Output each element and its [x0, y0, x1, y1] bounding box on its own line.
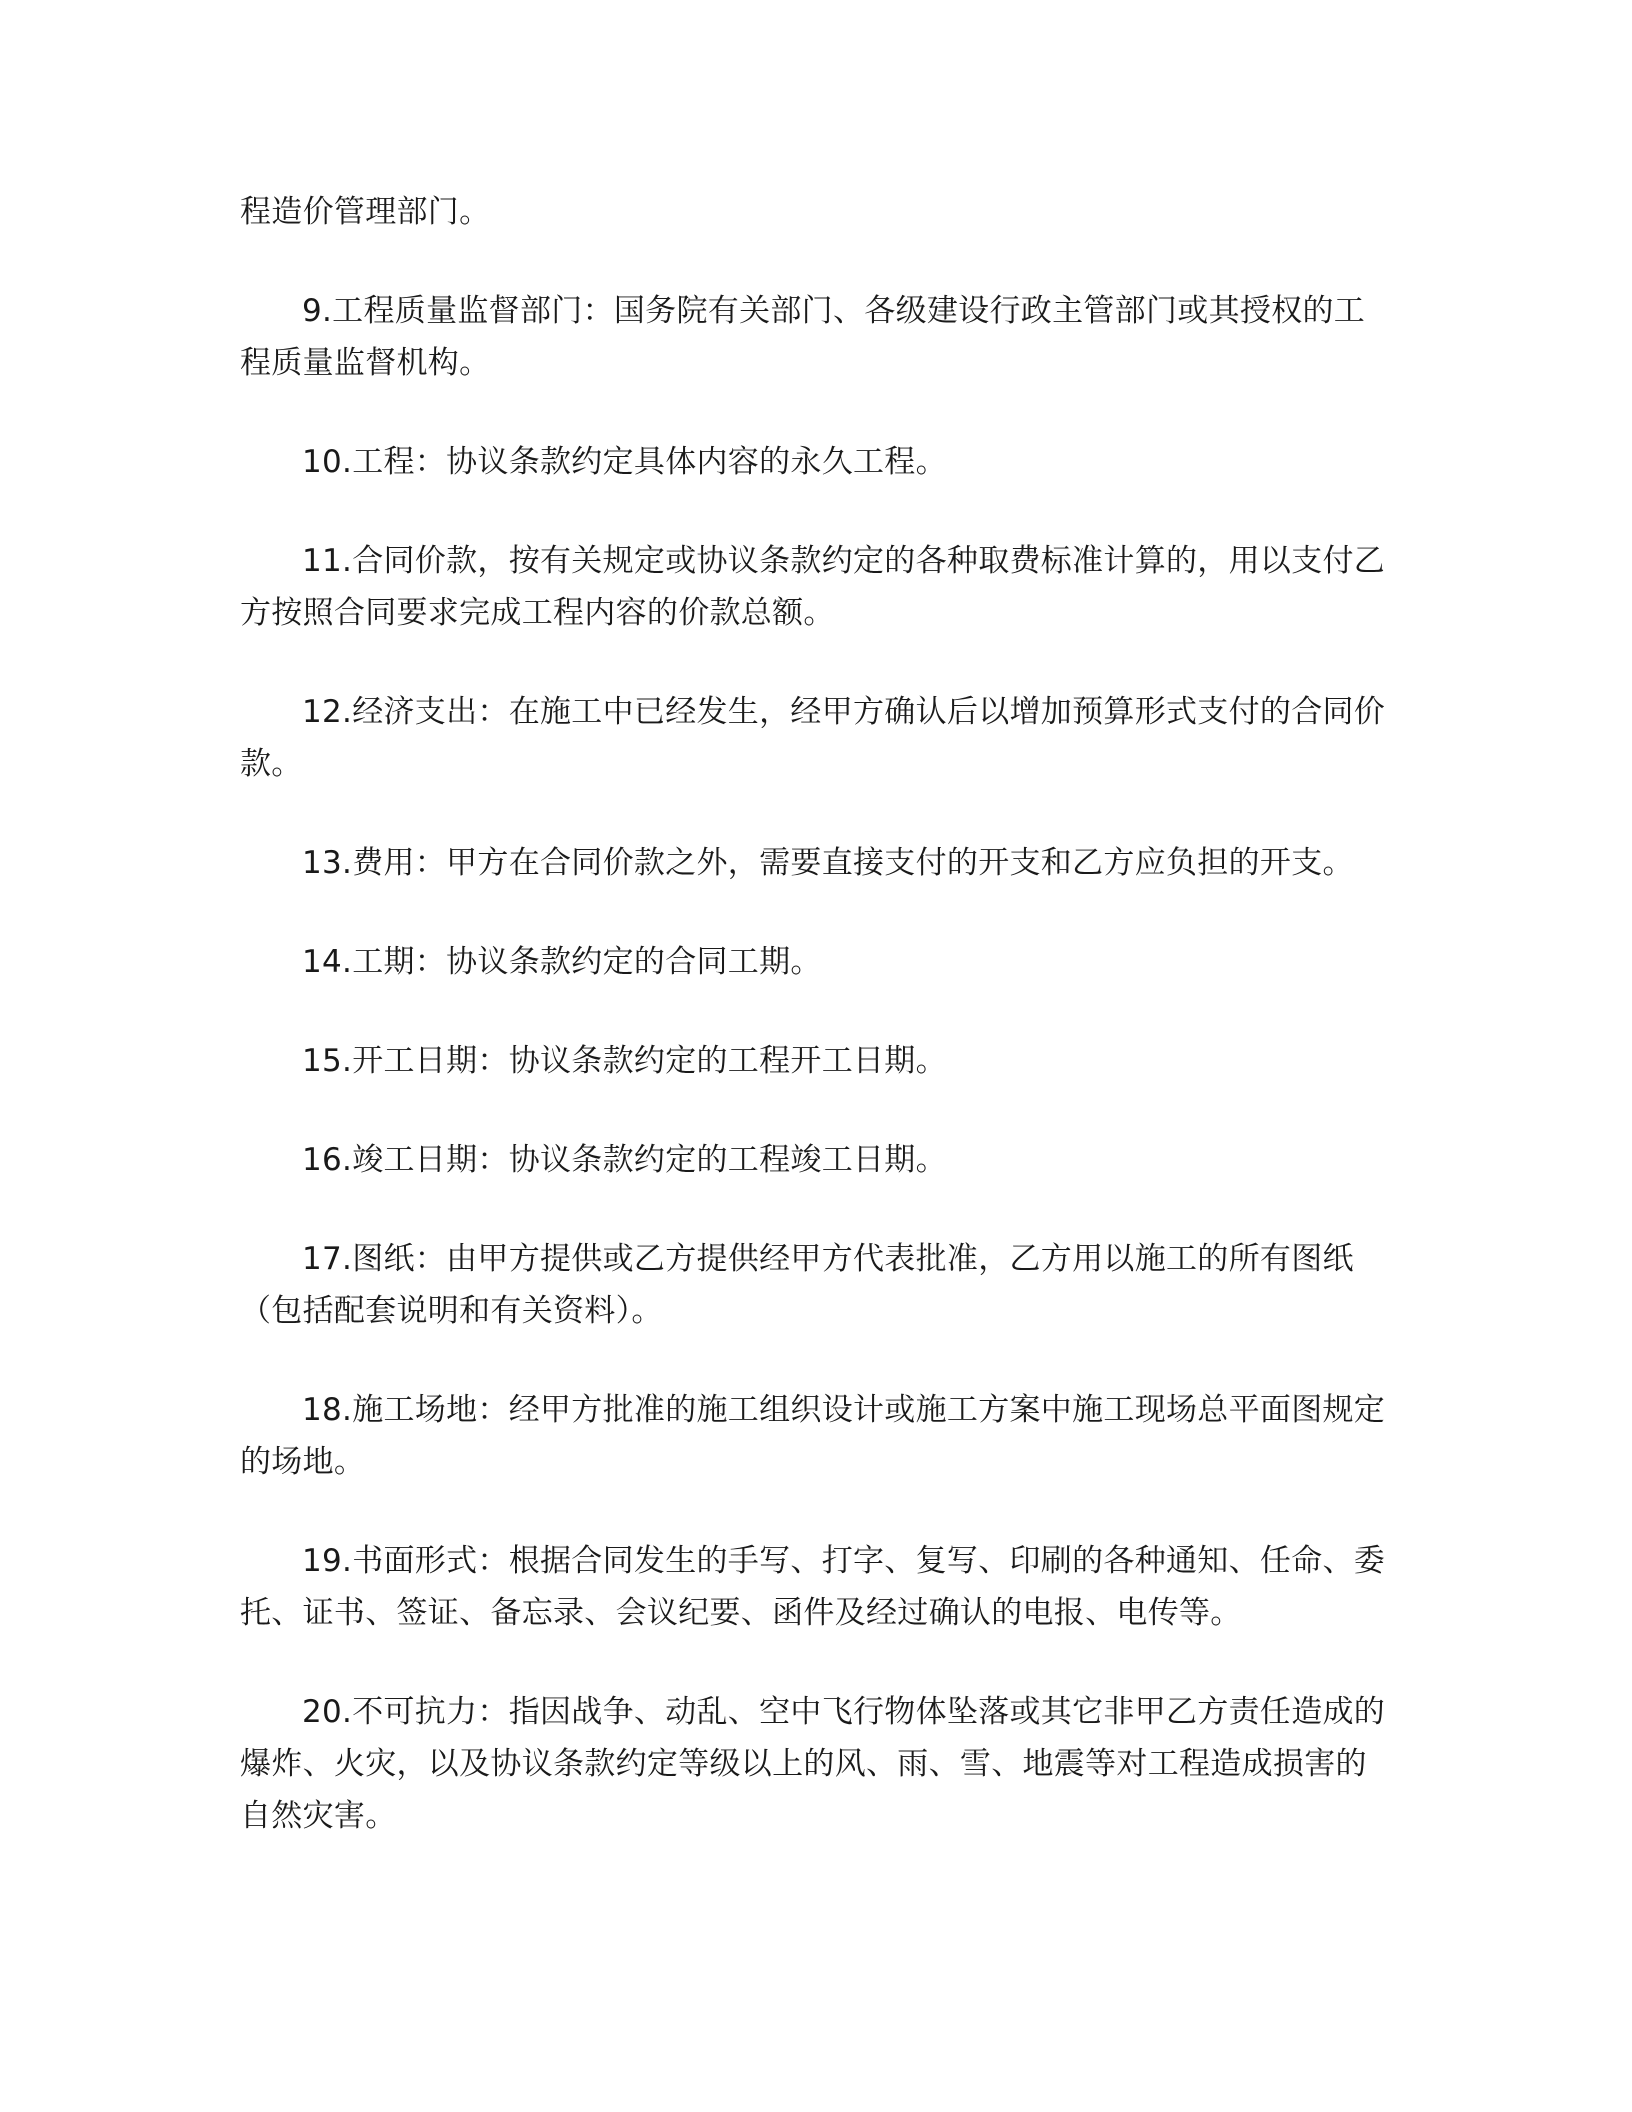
paragraph-item-20: 20.不可抗力：指因战争、动乱、空中飞行物体坠落或其它非甲乙方责任造成的爆炸、火灾，以及协议条款约定等级以上的风、雨、雪、地震等对工程造成损害的自然灾害。: [240, 1694, 1386, 1834]
paragraph-item-14: 14.工期：协议条款约定的合同工期。: [302, 944, 822, 980]
paragraph-item-12: 12.经济支出：在施工中已经发生，经甲方确认后以增加预算形式支付的合同价款。: [240, 694, 1386, 782]
paragraph-item-15: 15.开工日期：协议条款约定的工程开工日期。: [302, 1043, 947, 1079]
paragraph-item-13: 13.费用：甲方在合同价款之外，需要直接支付的开支和乙方应负担的开支。: [302, 845, 1354, 881]
document-body: [240, 186, 1390, 1889]
paragraph-item-11: 11.合同价款，按有关规定或协议条款约定的各种取费标准计算的，用以支付乙方按照合同要求完成工程内容的价款总额。: [240, 543, 1386, 631]
paragraph-continuation: 程造价管理部门。: [240, 194, 491, 230]
paragraph-item-18: 18.施工场地：经甲方批准的施工组织设计或施工方案中施工现场总平面图规定的场地。: [240, 1392, 1386, 1480]
paragraph-item-9: 9.工程质量监督部门：国务院有关部门、各级建设行政主管部门或其授权的工程质量监督机构。: [240, 293, 1366, 381]
paragraph-item-10: 10.工程：协议条款约定具体内容的永久工程。: [302, 444, 947, 480]
paragraph-item-16: 16.竣工日期：协议条款约定的工程竣工日期。: [302, 1142, 947, 1178]
paragraph-item-17: 17.图纸：由甲方提供或乙方提供经甲方代表批准，乙方用以施工的所有图纸（包括配套说明和有关资料）。: [240, 1241, 1354, 1329]
paragraph-item-19: 19.书面形式：根据合同发生的手写、打字、复写、印刷的各种通知、任命、委托、证书、签证、备忘录、会议纪要、函件及经过确认的电报、电传等。: [240, 1543, 1386, 1631]
